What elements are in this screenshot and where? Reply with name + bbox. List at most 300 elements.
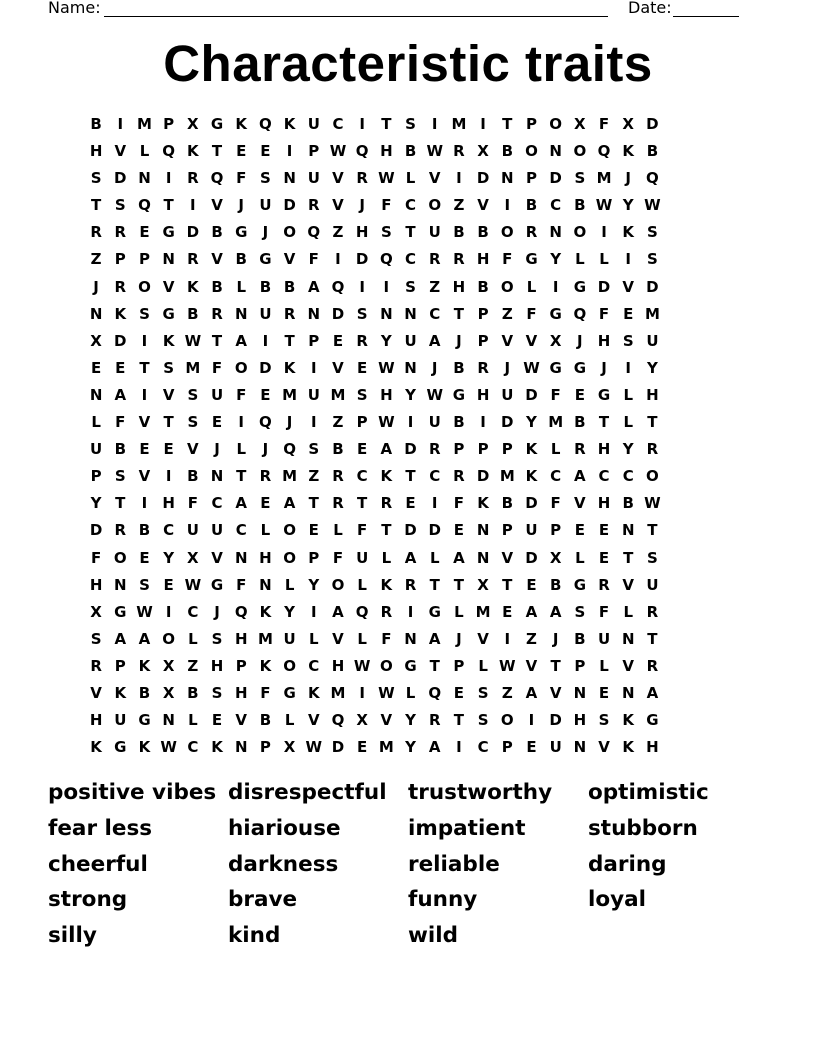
grid-letter: E	[90, 358, 102, 377]
grid-letter: G	[549, 358, 562, 377]
grid-letter: G	[210, 575, 224, 594]
grid-letter: R	[380, 494, 393, 513]
grid-letter: O	[646, 467, 659, 486]
word-row	[48, 885, 768, 921]
grid-letter: G	[428, 602, 441, 621]
grid-letter: E	[260, 142, 271, 161]
grid-letter: R	[114, 277, 127, 296]
grid-letter: S	[187, 385, 199, 404]
grid-letter: T	[647, 629, 658, 648]
grid-letter: X	[622, 115, 634, 133]
grid-letter: F	[260, 683, 271, 702]
grid-letter: R	[308, 196, 320, 215]
grid-letter: U	[114, 711, 127, 730]
grid-letter: Z	[332, 413, 344, 432]
grid-letter: X	[574, 115, 586, 133]
grid-letter: V	[477, 629, 489, 648]
grid-letter: M	[644, 304, 660, 323]
grid-letter: B	[404, 142, 417, 161]
grid-letter: P	[501, 440, 513, 459]
grid-letter: A	[307, 277, 320, 296]
grid-letter: V	[477, 196, 489, 215]
grid-letter: K	[622, 223, 635, 242]
grid-letter: F	[381, 629, 392, 648]
grid-letter: W	[523, 358, 540, 377]
word-row	[48, 814, 768, 850]
date-label: Date:	[628, 0, 672, 17]
grid-letter: S	[405, 277, 416, 296]
grid-letter: S	[477, 683, 489, 702]
grid-letter: G	[162, 223, 175, 242]
grid-letter: L	[357, 575, 367, 594]
grid-letter: M	[257, 629, 273, 648]
grid-letter: D	[525, 548, 538, 567]
grid-letter: X	[187, 115, 199, 133]
grid-letter: E	[139, 548, 150, 567]
grid-row	[84, 466, 665, 493]
grid-letter: E	[502, 602, 513, 621]
grid-letter: U	[210, 385, 224, 404]
grid-letter: Y	[526, 413, 537, 432]
grid-letter: P	[525, 169, 537, 188]
grid-letter: P	[235, 656, 247, 675]
grid-letter: U	[525, 521, 538, 540]
grid-letter: G	[114, 738, 127, 757]
grid-letter: E	[453, 521, 465, 540]
grid-letter: D	[646, 115, 659, 133]
grid-letter: F	[502, 250, 513, 269]
grid-letter: T	[381, 521, 392, 540]
grid-letter: W	[644, 196, 661, 215]
grid-letter: D	[283, 196, 296, 215]
grid-letter: H	[89, 142, 103, 161]
grid-letter: V	[138, 467, 151, 486]
grid-row	[84, 168, 665, 195]
grid-letter: Q	[210, 169, 224, 188]
grid-letter: V	[307, 711, 320, 730]
grid-letter: E	[526, 575, 537, 594]
grid-letter: I	[190, 196, 196, 215]
grid-letter: Q	[331, 277, 345, 296]
grid-letter: L	[575, 250, 585, 269]
grid-letter: B	[453, 223, 465, 242]
grid-letter: F	[236, 575, 247, 594]
grid-letter: V	[380, 711, 393, 730]
grid-letter: O	[500, 223, 514, 242]
grid-letter: S	[90, 169, 102, 188]
grid-letter: J	[262, 223, 269, 242]
grid-letter: F	[526, 304, 537, 323]
grid-letter: V	[428, 169, 441, 188]
grid-letter: M	[548, 413, 564, 432]
grid-row	[84, 737, 665, 764]
grid-letter: V	[622, 656, 635, 675]
grid-letter: K	[187, 277, 199, 296]
grid-letter: V	[525, 331, 538, 350]
grid-letter: D	[331, 738, 345, 757]
grid-letter: R	[380, 602, 393, 621]
grid-letter: C	[332, 115, 344, 133]
grid-letter: U	[259, 304, 272, 323]
grid-letter: F	[332, 548, 344, 567]
grid-letter: W	[426, 385, 443, 404]
grid-letter: J	[93, 277, 99, 296]
grid-letter: I	[262, 331, 269, 350]
word-item: cheerful	[48, 851, 148, 877]
grid-letter: V	[622, 575, 635, 594]
grid-letter: J	[504, 358, 511, 377]
grid-letter: T	[405, 223, 416, 242]
grid-letter: B	[332, 440, 344, 459]
grid-letter: I	[431, 494, 438, 513]
grid-letter: Q	[283, 440, 296, 459]
grid-letter: E	[405, 494, 416, 513]
grid-letter: S	[139, 575, 150, 594]
grid-letter: U	[428, 413, 441, 432]
grid-letter: T	[453, 575, 465, 594]
grid-letter: T	[405, 467, 416, 486]
grid-letter: X	[477, 142, 489, 161]
grid-letter: W	[184, 331, 202, 350]
grid-letter: F	[236, 169, 247, 188]
word-item: darkness	[228, 851, 339, 877]
grid-row	[84, 493, 665, 520]
grid-letter: W	[378, 413, 395, 432]
grid-letter: U	[307, 169, 320, 188]
grid-letter: E	[357, 440, 368, 459]
grid-letter: H	[476, 385, 490, 404]
grid-letter: P	[453, 656, 465, 675]
grid-letter: E	[211, 711, 223, 730]
grid-letter: K	[477, 494, 489, 513]
grid-letter: F	[550, 494, 561, 513]
grid-letter: R	[428, 440, 441, 459]
grid-letter: N	[573, 683, 587, 702]
grid-letter: Y	[308, 575, 320, 594]
grid-row	[84, 331, 665, 358]
grid-letter: V	[162, 277, 175, 296]
grid-letter: X	[162, 656, 175, 675]
grid-letter: U	[90, 440, 103, 459]
grid-letter: U	[307, 385, 320, 404]
grid-letter: B	[477, 277, 489, 296]
grid-letter: I	[407, 602, 414, 621]
grid-letter: K	[622, 711, 635, 730]
grid-letter: F	[115, 413, 126, 432]
word-item: positive vibes	[48, 780, 217, 805]
grid-letter: B	[453, 413, 465, 432]
grid-letter: X	[90, 331, 102, 350]
grid-letter: E	[115, 358, 126, 377]
grid-letter: S	[356, 304, 368, 323]
grid-letter: H	[380, 142, 393, 161]
grid-letter: Q	[379, 250, 393, 269]
grid-letter: L	[260, 521, 271, 540]
word-item: hiariouse	[228, 815, 341, 841]
grid-letter: L	[429, 548, 440, 567]
grid-letter: S	[622, 331, 634, 350]
grid-letter: M	[282, 467, 298, 486]
grid-letter: F	[211, 358, 223, 377]
grid-letter: C	[477, 738, 489, 757]
grid-letter: T	[357, 494, 368, 513]
grid-letter: R	[187, 169, 199, 188]
grid-letter: V	[525, 656, 538, 675]
grid-letter: S	[647, 223, 658, 242]
grid-letter: O	[283, 656, 296, 675]
grid-letter: C	[405, 196, 417, 215]
grid-letter: B	[477, 223, 489, 242]
grid-letter: O	[331, 575, 345, 594]
grid-letter: B	[235, 250, 247, 269]
grid-letter: K	[307, 683, 320, 702]
grid-letter: W	[160, 738, 177, 757]
grid-letter: S	[187, 413, 199, 432]
grid-letter: V	[235, 711, 248, 730]
grid-letter: O	[138, 277, 151, 296]
grid-letter: G	[283, 683, 296, 702]
grid-letter: W	[184, 575, 202, 594]
grid-row	[84, 629, 665, 656]
grid-letter: S	[114, 467, 126, 486]
grid-letter: R	[283, 304, 296, 323]
grid-letter: D	[549, 711, 562, 730]
grid-letter: P	[308, 548, 320, 567]
grid-letter: B	[211, 223, 223, 242]
grid-letter: H	[476, 250, 490, 269]
grid-letter: I	[504, 629, 511, 648]
grid-letter: U	[597, 629, 611, 648]
grid-letter: B	[90, 115, 102, 133]
grid-letter: W	[305, 738, 323, 757]
grid-letter: N	[210, 467, 224, 486]
grid-letter: V	[332, 629, 344, 648]
grid-letter: W	[136, 602, 153, 621]
grid-letter: J	[456, 331, 462, 350]
grid-letter: M	[137, 115, 152, 133]
grid-letter: V	[549, 683, 562, 702]
grid-letter: L	[236, 440, 246, 459]
grid-letter: R	[114, 223, 127, 242]
grid-letter: N	[621, 521, 635, 540]
grid-letter: T	[163, 196, 174, 215]
grid-letter: Y	[163, 548, 175, 567]
grid-letter: R	[525, 223, 538, 242]
grid-letter: S	[163, 358, 175, 377]
grid-letter: E	[139, 440, 150, 459]
grid-letter: A	[404, 548, 417, 567]
grid-letter: L	[550, 440, 561, 459]
grid-letter: S	[211, 629, 223, 648]
grid-letter: Y	[646, 358, 658, 377]
page-title: Characteristic traits	[163, 35, 653, 92]
grid-letter: L	[599, 250, 609, 269]
grid-letter: O	[573, 142, 587, 161]
grid-letter: C	[550, 467, 562, 486]
grid-letter: P	[525, 115, 537, 133]
grid-letter: G	[210, 115, 224, 133]
grid-letter: Q	[234, 602, 248, 621]
grid-letter: N	[162, 250, 175, 269]
grid-letter: D	[404, 521, 417, 540]
grid-letter: I	[165, 602, 172, 621]
grid-letter: Z	[90, 250, 102, 269]
grid-letter: G	[549, 304, 562, 323]
grid-letter: D	[476, 169, 490, 188]
grid-letter: E	[308, 521, 319, 540]
grid-letter: G	[573, 575, 586, 594]
grid-letter: B	[259, 277, 272, 296]
grid-letter: E	[260, 494, 271, 513]
grid-letter: N	[380, 304, 393, 323]
grid-letter: E	[598, 521, 610, 540]
grid-letter: R	[90, 656, 102, 675]
grid-letter: B	[501, 142, 513, 161]
grid-letter: K	[162, 331, 175, 350]
grid-letter: M	[596, 169, 612, 188]
grid-letter: U	[210, 521, 224, 540]
grid-letter: V	[162, 385, 175, 404]
grid-letter: R	[646, 656, 659, 675]
grid-row	[84, 683, 665, 710]
grid-letter: U	[356, 548, 369, 567]
grid-letter: N	[162, 711, 175, 730]
grid-letter: K	[235, 115, 248, 133]
grid-letter: W	[378, 169, 395, 188]
grid-letter: I	[407, 413, 414, 432]
grid-letter: M	[499, 467, 515, 486]
grid-letter: A	[114, 385, 127, 404]
grid-letter: G	[452, 385, 466, 404]
grid-letter: I	[625, 250, 632, 269]
grid-letter: U	[259, 196, 272, 215]
grid-letter: J	[601, 358, 607, 377]
grid-letter: B	[453, 358, 465, 377]
grid-letter: S	[260, 169, 271, 188]
grid-letter: H	[597, 331, 611, 350]
grid-letter: A	[114, 629, 127, 648]
grid-letter: L	[405, 683, 416, 702]
grid-letter: G	[138, 711, 151, 730]
grid-letter: F	[381, 196, 392, 215]
grid-letter: D	[501, 413, 514, 432]
grid-letter: O	[234, 358, 248, 377]
grid-letter: A	[549, 602, 562, 621]
grid-letter: L	[381, 548, 392, 567]
grid-letter: P	[477, 331, 489, 350]
grid-letter: P	[114, 250, 126, 269]
grid-letter: E	[526, 738, 537, 757]
grid-letter: J	[238, 196, 245, 215]
grid-letter: H	[234, 683, 248, 702]
grid-letter: B	[138, 521, 151, 540]
grid-letter: B	[211, 277, 223, 296]
word-row	[48, 778, 768, 814]
grid-letter: P	[308, 142, 320, 161]
grid-letter: X	[162, 683, 175, 702]
grid-letter: O	[283, 223, 296, 242]
grid-letter: K	[283, 115, 296, 133]
grid-letter: I	[456, 169, 462, 188]
grid-letter: N	[234, 304, 248, 323]
grid-letter: Q	[259, 115, 272, 133]
grid-letter: N	[234, 738, 248, 757]
grid-letter: D	[476, 467, 490, 486]
grid-letter: Y	[380, 331, 392, 350]
grid-letter: O	[549, 115, 563, 133]
word-item: strong	[48, 887, 128, 913]
grid-letter: Z	[332, 223, 344, 242]
grid-letter: L	[599, 656, 609, 675]
grid-letter: N	[476, 548, 490, 567]
grid-letter: T	[284, 331, 295, 350]
grid-letter: G	[235, 223, 248, 242]
grid-letter: B	[259, 711, 272, 730]
grid-letter: N	[621, 629, 635, 648]
grid-letter: Y	[622, 440, 634, 459]
grid-letter: K	[380, 575, 393, 594]
grid-letter: B	[114, 440, 126, 459]
grid-letter: T	[308, 494, 319, 513]
grid-letter: E	[574, 385, 585, 404]
grid-letter: H	[646, 385, 659, 404]
word-item: brave	[228, 887, 298, 913]
grid-letter: U	[549, 738, 562, 757]
grid-letter: N	[549, 223, 562, 242]
grid-letter: L	[526, 277, 537, 296]
word-item: trustworthy	[408, 780, 553, 805]
grid-letter: T	[163, 413, 174, 432]
grid-letter: C	[622, 467, 634, 486]
grid-letter: K	[622, 142, 635, 161]
grid-letter: R	[356, 169, 368, 188]
grid-letter: D	[428, 521, 441, 540]
grid-letter: G	[525, 250, 538, 269]
grid-letter: Z	[501, 304, 513, 323]
grid-letter: R	[646, 440, 659, 459]
grid-letter: N	[573, 738, 587, 757]
grid-letter: N	[621, 683, 635, 702]
grid-letter: P	[550, 521, 562, 540]
grid-letter: H	[162, 494, 175, 513]
grid-letter: Q	[597, 142, 611, 161]
grid-letter: I	[625, 358, 632, 377]
grid-letter: N	[404, 629, 417, 648]
grid-letter: A	[235, 331, 248, 350]
date-blank-line	[673, 2, 739, 17]
grid-letter: V	[501, 548, 514, 567]
grid-row	[84, 520, 665, 547]
grid-letter: D	[646, 277, 659, 296]
grid-letter: V	[211, 250, 223, 269]
grid-letter: W	[353, 656, 371, 675]
grid-letter: G	[259, 250, 272, 269]
grid-letter: M	[451, 115, 467, 133]
grid-letter: O	[573, 223, 587, 242]
grid-letter: V	[598, 738, 610, 757]
grid-letter: D	[114, 169, 127, 188]
grid-letter: R	[404, 575, 417, 594]
grid-letter: B	[525, 196, 538, 215]
grid-letter: F	[308, 250, 319, 269]
grid-letter: Y	[90, 494, 102, 513]
grid-letter: F	[598, 115, 610, 133]
grid-letter: E	[332, 331, 344, 350]
grid-letter: P	[114, 656, 126, 675]
grid-letter: P	[501, 521, 513, 540]
word-item: wild	[408, 923, 458, 949]
grid-letter: B	[549, 575, 562, 594]
